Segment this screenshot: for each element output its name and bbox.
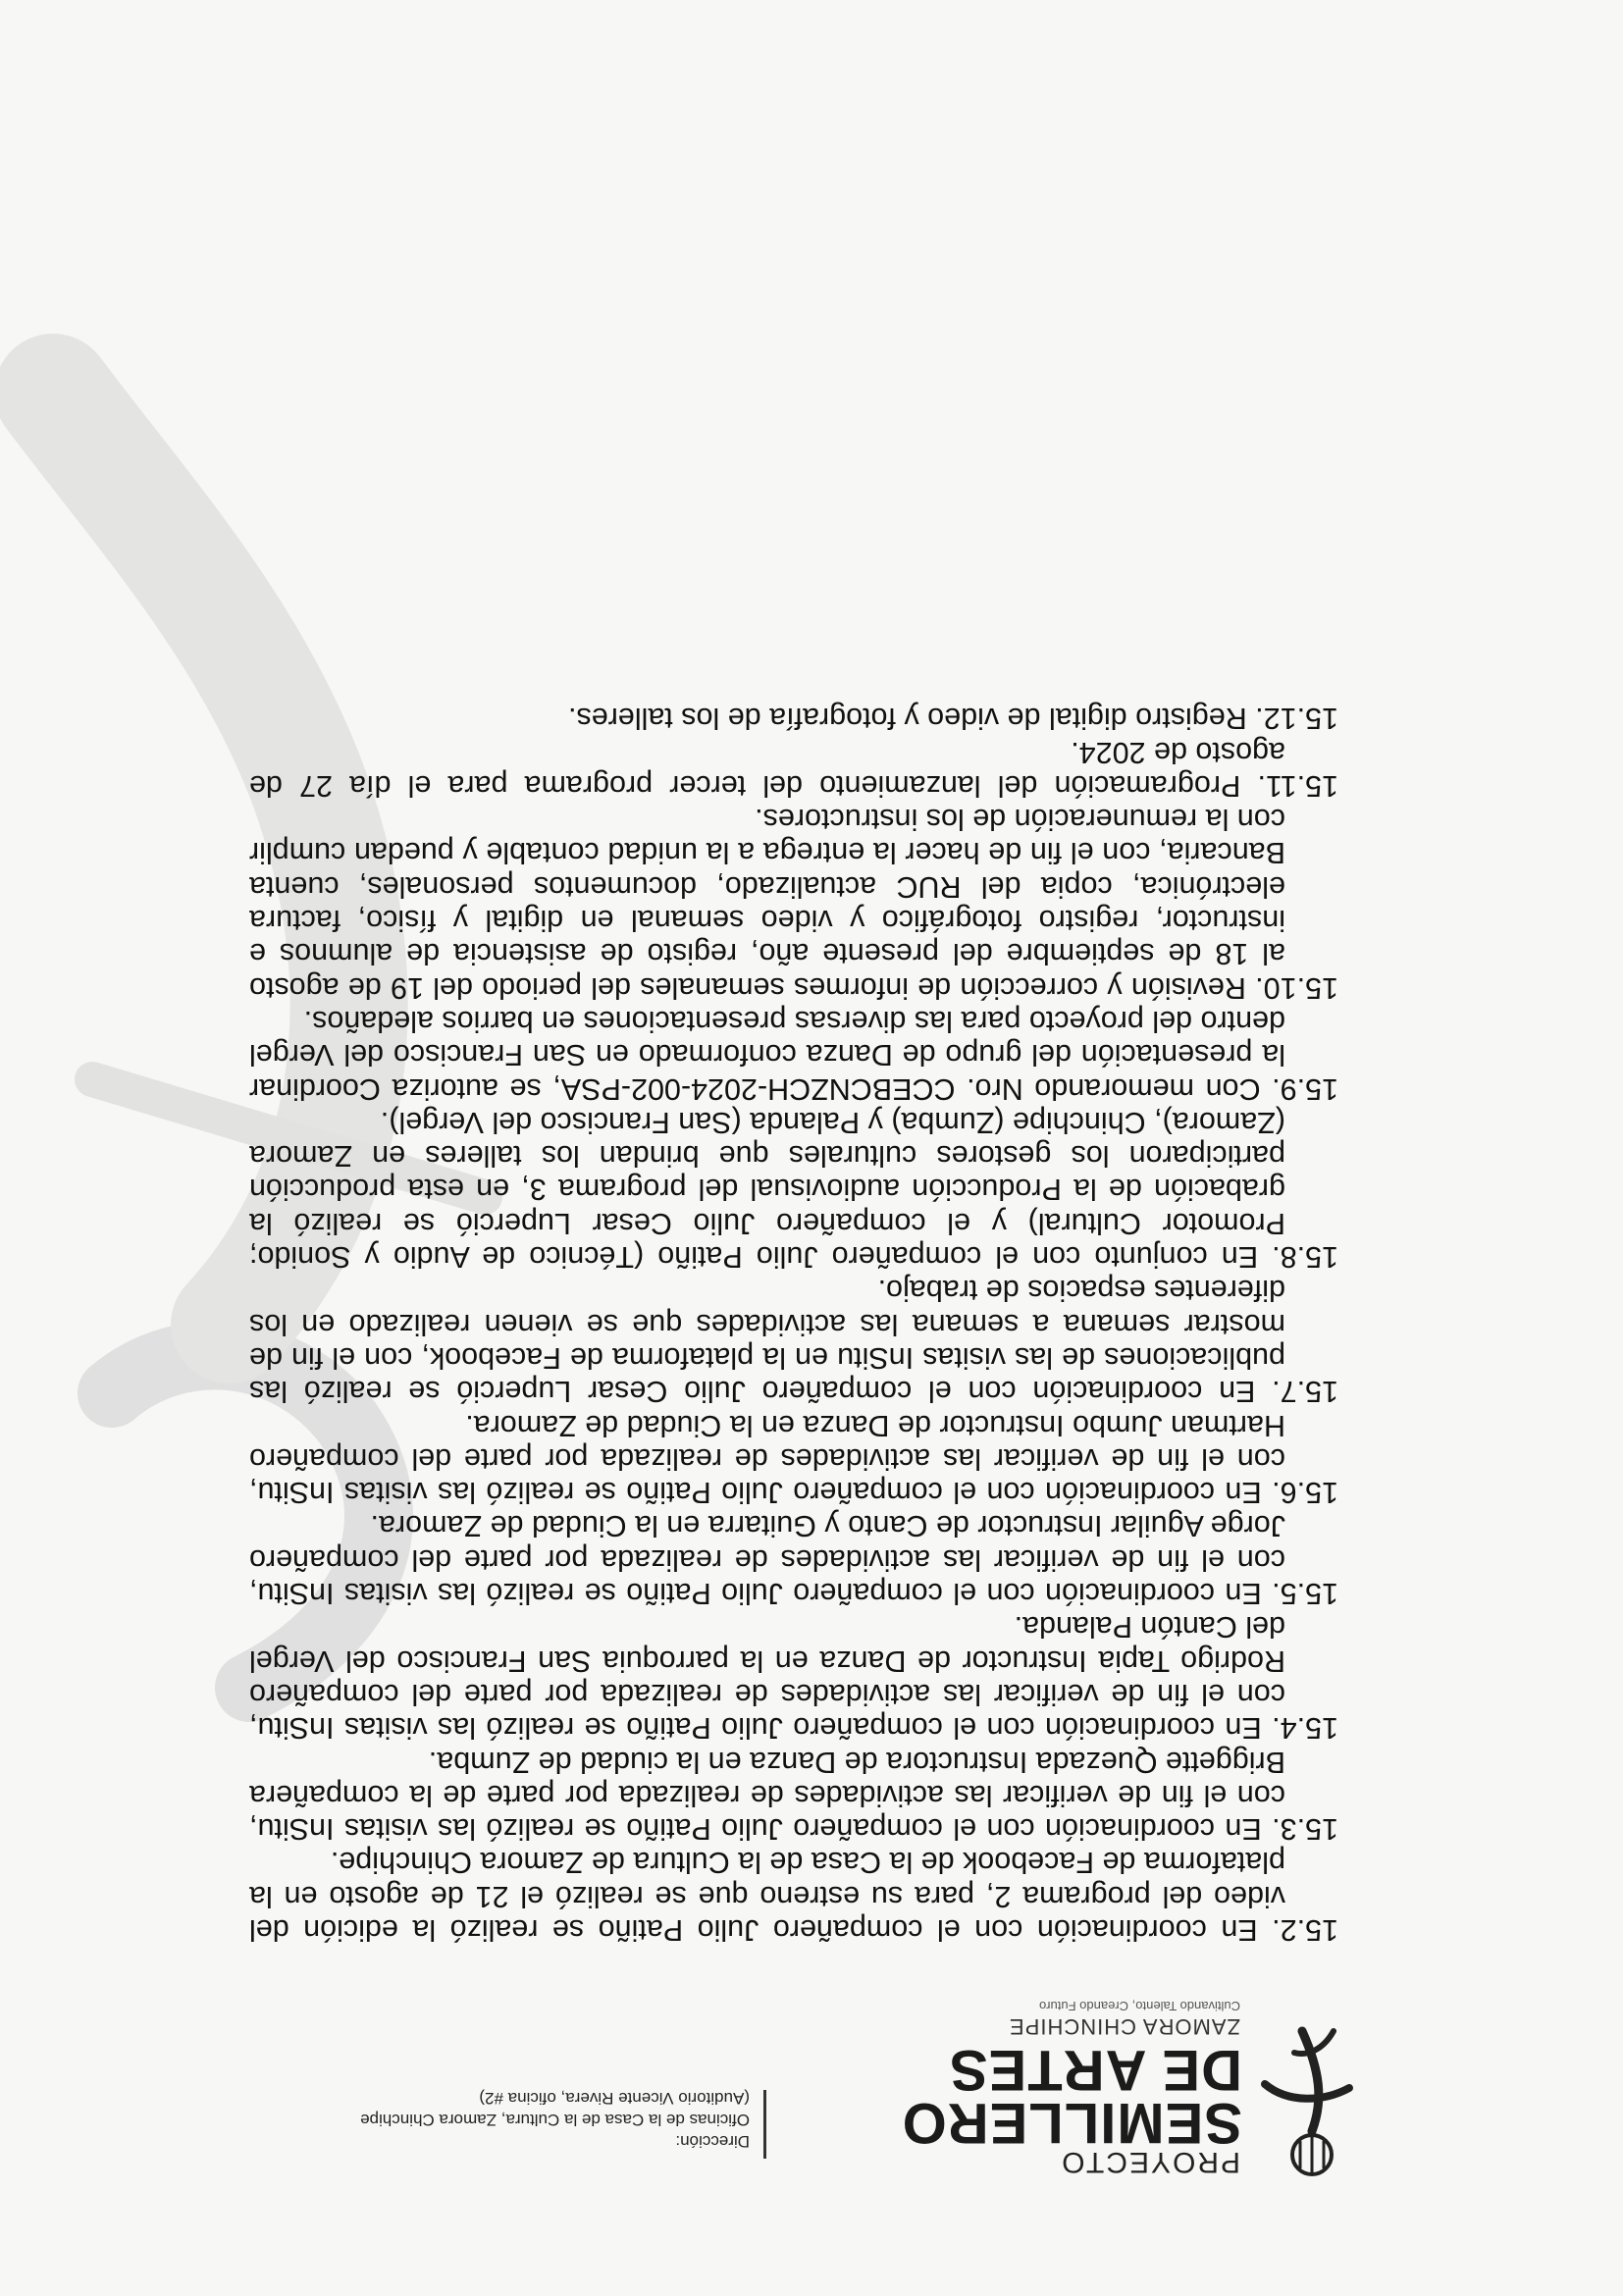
activity-list [249,702,1338,1947]
list-item [249,702,1338,735]
list-item [249,1509,1338,1610]
item-number: 15.9. [1260,1071,1338,1106]
logo-region: ZAMORA CHINCHIPE [1008,2014,1240,2039]
item-number: 15.4. [1261,1711,1338,1746]
list-item [249,803,1338,1005]
list-item [249,1846,1338,1947]
list-item [249,1106,1338,1274]
semillero-logo-icon [1255,2021,1363,2178]
list-item [249,1274,1338,1408]
list-item [249,1610,1338,1745]
header-divider [763,2090,766,2159]
item-number: 15.10. [1245,970,1338,1005]
item-text: En coordinación con el compañero Julio Patiño se realizó las visitas InSitu, con el fin de verificar las actividades de realizada por parte de la compañera Briggette Quezada Instructora de Danza en la ciudad de Zumba. [249,1745,1285,1847]
logo-proyecto-label: PROYECTO [1060,2146,1240,2178]
address-label: Dirección: [675,2132,750,2151]
item-text: En coordinación con el compañero Julio Patiño se realizó las visitas InSitu, con el fin de verificar las actividades de realizada por parte del compañero Hartman Jumbo Instructor de Danza en la Ciudad de Zamora. [249,1408,1285,1510]
item-text: En coordinación con el compañero Julio Cesar Luperció se realizó las publicaciones de las visitas InSitu en la plataforma de Facebook, con el fin de mostrar semana a semana las actividades que se vienen realizado en los diferentes espacios de trabajo. [249,1274,1285,1409]
logo-title [901,2038,1242,2155]
logo-title-line1: SEMILLERO [901,2091,1242,2155]
list-item [249,1005,1338,1106]
list-item [249,1745,1338,1846]
item-text: Con memorando Nro. CCEBCNZCH-2024-002-PSA, se autoriza Coordinar la presentación del grupo de Danza conformado en San Francisco del Vergel dentro del proyecto para las diversas presentaciones en barrios aledaños. [248,1004,1285,1106]
item-text: En conjunto con el compañero Julio Patiño (Técnico de Audio y Sonido; Promotor Cultural) y el compañero Julio Cesar Luperció se realizó la grabación de la Producción audiovisual del programa 3, en esta producción participaron los gestores culturales que brindan los talleres en Zamora (Zamora), Chinchipe (Zumba) y Palanda (San Francisco del Vergel). [249,1105,1285,1275]
footer [0,0,1623,137]
item-text: Revisión y corrección de informes semanales del periodo del 19 de agosto al 18 de septiembre del presente año, registo de asistencia de alumnos e instructor, registro fotográfico y video semanal en digital y físico, factura electrónica, copia del RUC actualizado, documentos personales, cuenta Bancaria, con el fin de hacer la entrega a la unidad contable y puedan cumplir con la remuneración de los instructores. [249,803,1285,1005]
address-line: (Auditorio Vicente Rivera, oficina #2) [479,2089,750,2108]
item-text: En coordinación con el compañero Julio Patiño se realizó las visitas InSitu, con el fin de verificar las actividades de realizada por parte del compañero Jorge Aguilar Instructor de Canto y Guitarra en la Ciudad de Zamora. [249,1509,1285,1611]
list-item [249,735,1338,803]
letterhead [0,1999,1623,2296]
item-text: En coordinación con el compañero Julio Patiño se realizó la edición del video del programa 2, para su estreno que se realizó el 21 de agosto en la plataforma de Facebook de la Casa de la Cultura de Zamora Chinchipe. [249,1846,1285,1947]
logo-tagline: Cultivando Talento, Creando Futuro [1039,1999,1240,2013]
item-number: 15.7. [1255,1375,1338,1409]
item-number: 15.6. [1261,1476,1338,1510]
item-number: 15.3. [1261,1812,1338,1847]
item-number: 15.11. [1240,768,1338,803]
logo-title-line2: DE ARTES [948,2038,1242,2102]
item-number: 15.8. [1258,1240,1338,1275]
item-text: En coordinación con el compañero Julio Patiño se realizó las visitas InSitu, con el fin de verificar las actividades de realizada por parte del compañero Rodrigo Tapia Instructor de Danza en la parroquia San Francisco del Vergel del Cantón Palanda. [249,1610,1285,1746]
item-text: Programación del lanzamiento del tercer programa para el día 27 de agosto de 2024. [248,735,1285,803]
address-line: Oficinas de la Casa de la Cultura, Zamora Chinchipe [360,2111,750,2129]
item-number: 15.2. [1257,1913,1338,1947]
list-item [249,1408,1338,1509]
item-number: 15.5. [1261,1577,1338,1611]
item-text: Registro digital de video y fotografía de los talleres. [568,702,1247,736]
item-number: 15.12. [1246,702,1338,736]
